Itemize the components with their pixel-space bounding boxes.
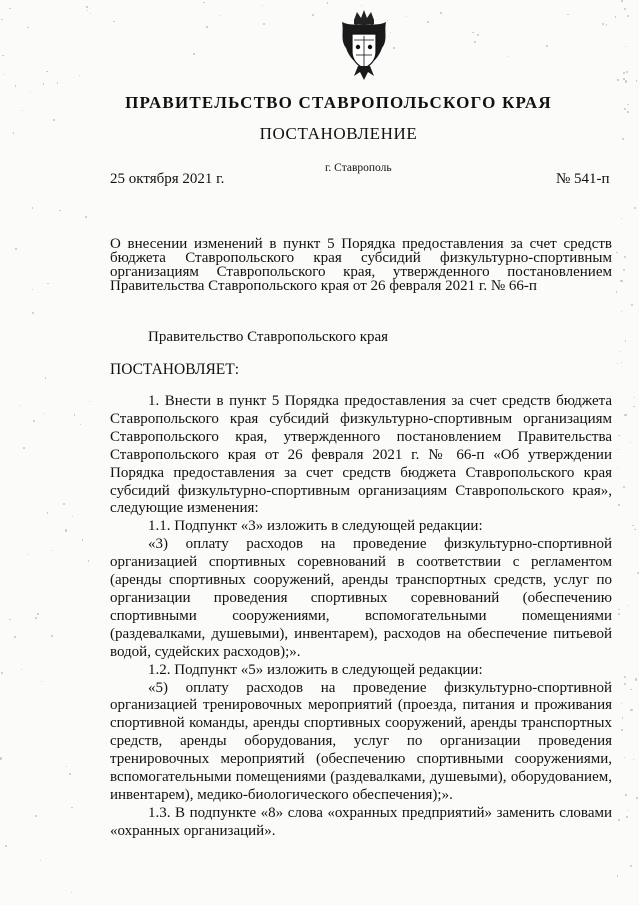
scan-speck bbox=[1, 672, 3, 674]
scan-speck bbox=[624, 676, 626, 678]
scan-speck bbox=[618, 613, 620, 615]
scan-speck bbox=[72, 516, 74, 518]
scan-speck bbox=[633, 759, 634, 760]
scan-speck bbox=[15, 248, 17, 250]
scan-speck bbox=[86, 6, 87, 7]
scan-speck bbox=[618, 435, 619, 436]
scan-speck bbox=[71, 807, 72, 808]
scan-speck bbox=[3, 74, 4, 75]
preamble-decree: ПОСТАНОВЛЯЕТ: bbox=[110, 361, 240, 378]
scan-speck bbox=[79, 75, 80, 76]
scan-speck bbox=[630, 709, 632, 711]
scan-speck bbox=[59, 210, 61, 212]
scan-speck bbox=[472, 32, 474, 34]
scan-speck bbox=[82, 539, 83, 540]
scan-speck bbox=[5, 845, 7, 847]
document-date: 25 октября 2021 г. bbox=[110, 171, 225, 187]
scan-speck bbox=[625, 46, 626, 47]
scan-speck bbox=[47, 283, 48, 284]
scan-speck bbox=[618, 819, 620, 821]
scan-speck bbox=[1, 19, 2, 20]
scan-speck bbox=[20, 405, 21, 406]
scan-speck bbox=[219, 15, 220, 16]
scan-speck bbox=[440, 12, 442, 14]
scan-speck bbox=[622, 717, 623, 718]
document-type: ПОСТАНОВЛЕНИЕ bbox=[259, 124, 418, 143]
scan-speck bbox=[623, 486, 625, 488]
scan-speck bbox=[617, 449, 618, 450]
scan-speck bbox=[631, 304, 633, 306]
coat-of-arms-icon bbox=[336, 10, 392, 82]
scan-speck bbox=[621, 703, 622, 704]
scan-speck bbox=[35, 617, 37, 619]
paragraph-subitem-3: «3) оплату расходов на проведение физкультурно-спортивной организацией спортивных соревнований в соответствии с регламентом (аренды спортивных сооружений, аренды транспортных средств, услуг по организации проведения спортивных соревнований (обеспечению спортивными сооружениями, вспомогательными помещениями (раздевалками, душевыми), инвентарем), расходов на обеспечение питьевой водой, судейских расходов);». bbox=[110, 536, 612, 660]
scan-speck bbox=[263, 23, 265, 25]
scan-speck bbox=[406, 16, 407, 17]
scan-speck bbox=[88, 560, 89, 561]
scan-speck bbox=[634, 207, 636, 209]
scan-speck bbox=[624, 256, 626, 258]
scan-speck bbox=[623, 72, 625, 74]
scan-speck bbox=[624, 683, 626, 685]
scan-speck bbox=[615, 16, 616, 17]
scan-speck bbox=[621, 0, 623, 2]
scan-speck bbox=[27, 27, 29, 29]
scan-speck bbox=[361, 5, 362, 6]
scan-speck bbox=[46, 71, 48, 73]
scan-speck bbox=[45, 377, 46, 378]
scan-speck bbox=[32, 289, 33, 290]
scan-speck bbox=[327, 2, 328, 3]
scan-speck bbox=[474, 41, 476, 43]
paragraph-subitem-5: «5) оплату расходов на проведение физкультурно-спортивной организацией тренировочных мероприятий (проезда, питания и проживания спортивной команды, аренды спортивных сооружений, аренды транспортных средств, аренды оборудования, услуг по организации проведения тренировочных мероприятий (обеспечению спортивными сооружениями, вспомогательными помещениями (раздевалками, душевыми), оборудованием, инвентарем), медико-биологического обеспечения);». bbox=[110, 679, 612, 803]
scan-speck bbox=[624, 757, 625, 758]
scan-speck bbox=[33, 420, 35, 422]
preamble-government-name: Правительство Ставропольского края bbox=[148, 329, 389, 345]
scan-speck bbox=[393, 47, 395, 49]
scan-speck bbox=[618, 609, 619, 610]
scan-speck bbox=[206, 26, 208, 28]
paragraph-1-3: 1.3. В подпункте «8» слова «охранных предприятий» заменить словами «охранных организаций». bbox=[110, 804, 612, 839]
scan-speck bbox=[41, 681, 42, 682]
scan-speck bbox=[85, 216, 87, 218]
scan-speck bbox=[80, 424, 81, 425]
scan-speck bbox=[89, 401, 90, 402]
scan-speck bbox=[617, 875, 619, 877]
scan-speck bbox=[623, 269, 625, 271]
scan-speck bbox=[617, 468, 618, 469]
scan-speck bbox=[625, 794, 627, 796]
scan-speck bbox=[617, 79, 618, 80]
scan-speck bbox=[633, 406, 635, 408]
scan-speck bbox=[51, 550, 52, 551]
scan-speck bbox=[627, 15, 629, 17]
scan-speck bbox=[15, 85, 17, 87]
scan-speck bbox=[618, 504, 620, 506]
scan-speck bbox=[21, 669, 22, 670]
scan-speck bbox=[621, 729, 623, 731]
scan-speck bbox=[617, 363, 618, 364]
scan-speck bbox=[623, 78, 624, 79]
scan-speck bbox=[621, 218, 622, 219]
scan-speck bbox=[616, 291, 617, 292]
scan-speck bbox=[113, 21, 115, 23]
scan-speck bbox=[625, 80, 627, 82]
scan-speck bbox=[28, 554, 29, 555]
paragraph-1-1: 1.1. Подпункт «3» изложить в следующей редакции: bbox=[148, 518, 483, 535]
scan-speck bbox=[626, 816, 628, 818]
government-title: ПРАВИТЕЛЬСТВО СТАВРОПОЛЬСКОГО КРАЯ bbox=[125, 93, 552, 112]
scan-speck bbox=[427, 21, 429, 23]
scan-speck bbox=[43, 83, 45, 85]
scan-speck bbox=[44, 413, 45, 414]
document-city: г. Ставрополь bbox=[325, 162, 392, 174]
scan-speck bbox=[606, 24, 608, 26]
scan-speck bbox=[0, 757, 2, 759]
scan-speck bbox=[2, 55, 4, 57]
scan-speck bbox=[74, 414, 76, 416]
scan-speck bbox=[9, 619, 10, 620]
scan-speck bbox=[203, 2, 205, 4]
scan-speck bbox=[90, 13, 91, 14]
scan-speck bbox=[66, 766, 67, 767]
scan-speck bbox=[602, 23, 604, 25]
scan-speck bbox=[57, 82, 59, 84]
scan-speck bbox=[14, 636, 16, 638]
scan-speck bbox=[636, 80, 637, 81]
scan-speck bbox=[637, 572, 639, 574]
scan-speck bbox=[65, 529, 67, 531]
scan-speck bbox=[53, 119, 55, 121]
scan-speck bbox=[32, 207, 33, 208]
paragraph-1-2: 1.2. Подпункт «5» изложить в следующей редакции: bbox=[148, 661, 483, 678]
scan-speck bbox=[627, 810, 628, 811]
scan-speck bbox=[9, 8, 10, 9]
scan-speck bbox=[507, 56, 508, 57]
scan-speck bbox=[624, 414, 626, 416]
scan-speck bbox=[626, 71, 628, 73]
scan-speck bbox=[630, 689, 631, 690]
scan-speck bbox=[63, 503, 65, 505]
scan-speck bbox=[634, 397, 635, 398]
document-subject: О внесении изменений в пункт 5 Порядка предоставления за счет средств бюджета Ставропольского края субсидий физкультурно-спортивным организациям Ставропольского края, утвержденного постановлением Правительства Ставропольского края от 26 февраля 2021 г. № 66-п bbox=[110, 236, 612, 294]
scan-speck bbox=[37, 613, 39, 615]
scan-speck bbox=[567, 14, 568, 15]
scan-speck bbox=[477, 34, 479, 36]
scan-speck bbox=[620, 351, 621, 352]
document-number: № 541-п bbox=[556, 171, 610, 187]
scan-speck bbox=[634, 529, 636, 531]
scan-speck bbox=[47, 512, 48, 513]
scan-speck bbox=[636, 797, 637, 798]
scan-speck bbox=[616, 252, 618, 254]
document-body bbox=[110, 393, 612, 841]
scan-speck bbox=[262, 5, 263, 6]
scan-speck bbox=[627, 605, 628, 606]
scan-speck bbox=[546, 45, 548, 47]
scan-speck bbox=[632, 525, 634, 527]
scan-speck bbox=[312, 14, 314, 16]
scan-speck bbox=[193, 53, 195, 55]
scan-speck bbox=[87, 10, 88, 11]
scan-speck bbox=[635, 678, 637, 680]
scan-speck bbox=[51, 635, 53, 637]
scan-speck bbox=[621, 362, 623, 364]
scan-speck bbox=[69, 773, 71, 775]
scan-speck bbox=[23, 447, 25, 449]
paragraph-1: 1. Внести в пункт 5 Порядка предоставления за счет средств бюджета Ставропольского края субсидий физкультурно-спортивным организациям Ставропольского края, утвержденного постановлением Правительства Ставропольского края от 26 февраля 2021 г. № 66-п «Об утверждении Порядка предоставления за счет средств бюджета Ставропольского края субсидий физкультурно-спортивным организациям Ставропольского края», следующие изменения: bbox=[110, 393, 612, 517]
scan-speck bbox=[32, 312, 34, 314]
scan-speck bbox=[627, 111, 628, 112]
scan-speck bbox=[40, 860, 41, 861]
scan-speck bbox=[620, 280, 622, 282]
scan-speck bbox=[630, 442, 631, 443]
scan-speck bbox=[630, 865, 632, 867]
scan-speck bbox=[621, 311, 622, 312]
scan-speck bbox=[625, 340, 626, 341]
scan-speck bbox=[624, 8, 626, 10]
scan-speck bbox=[35, 815, 37, 817]
scan-speck bbox=[71, 892, 72, 893]
